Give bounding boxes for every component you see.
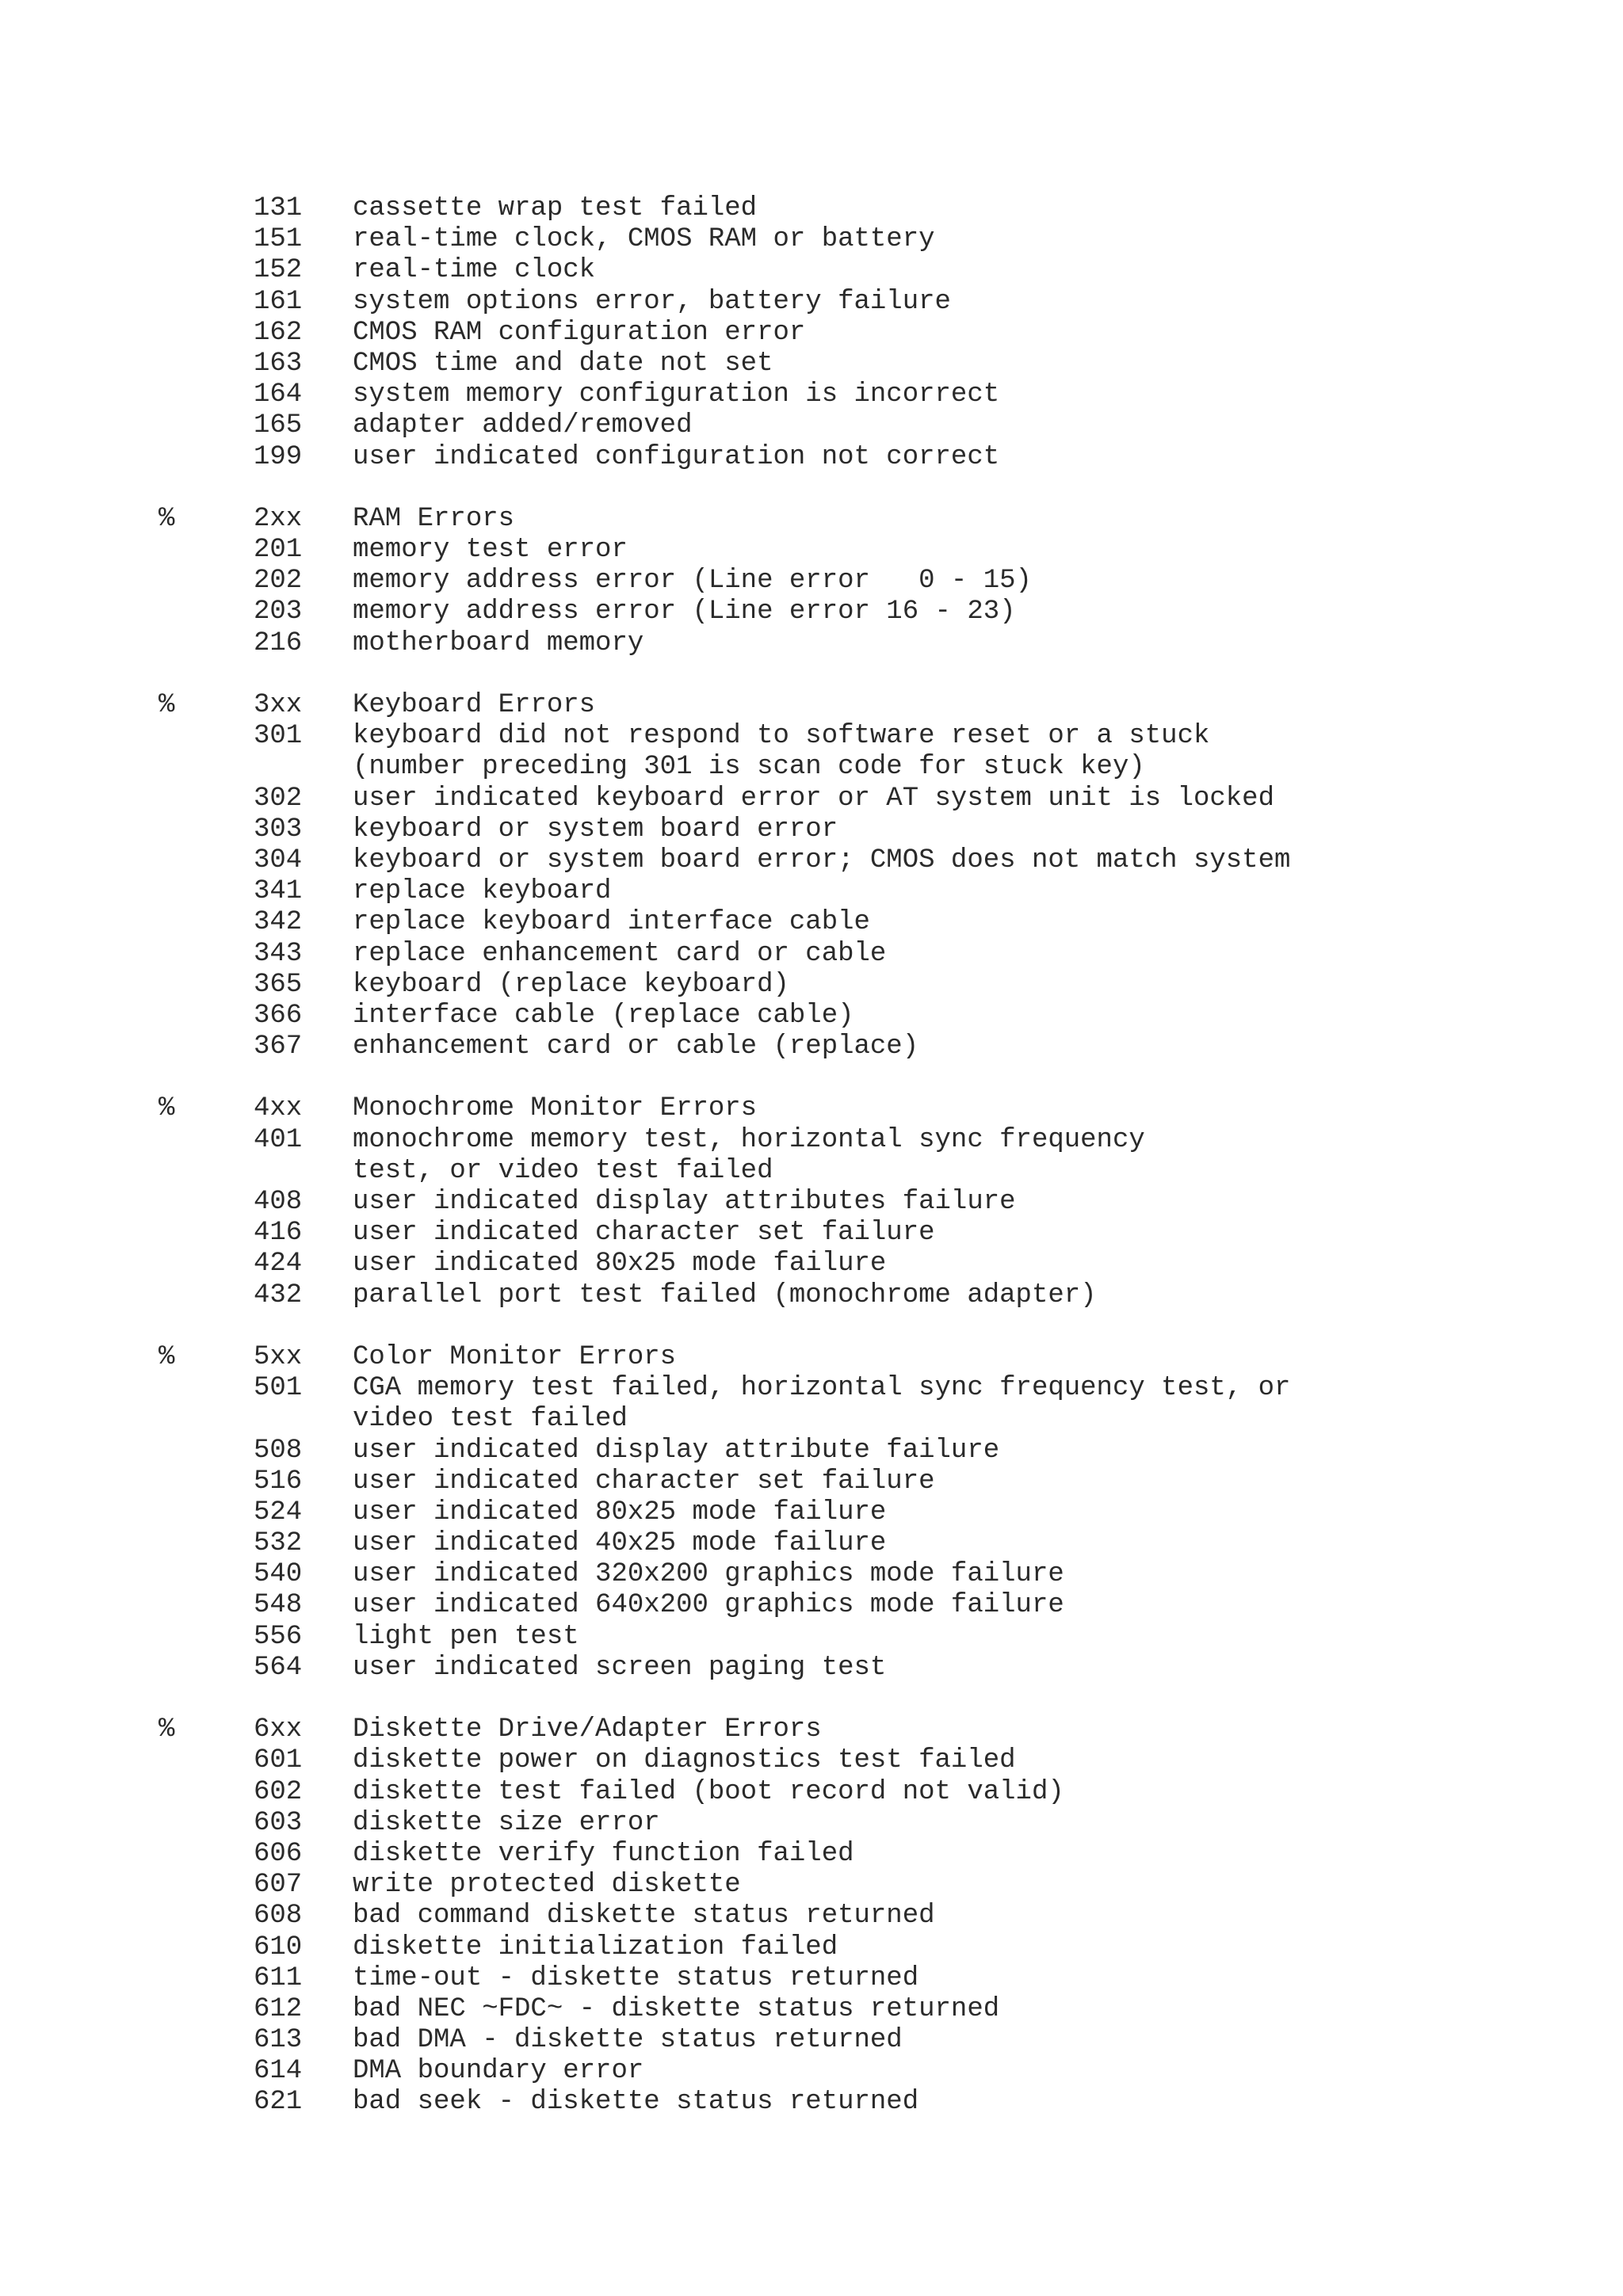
error-code: 608 bbox=[254, 1901, 303, 1932]
error-code: 603 bbox=[254, 1807, 303, 1838]
error-code-row bbox=[158, 1932, 1553, 1963]
error-code: 401 bbox=[254, 1124, 303, 1155]
error-code: 304 bbox=[254, 845, 303, 875]
error-description: RAM Errors bbox=[353, 503, 515, 534]
section-header-row bbox=[158, 1342, 1553, 1373]
error-description: light pen test bbox=[353, 1621, 579, 1652]
error-description: replace enhancement card or cable bbox=[353, 938, 887, 969]
error-code bbox=[254, 1684, 353, 1714]
error-code-row bbox=[158, 1218, 1553, 1249]
error-description: Monochrome Monitor Errors bbox=[353, 1093, 758, 1124]
section-marker bbox=[158, 1466, 254, 1497]
section-marker bbox=[158, 1559, 254, 1590]
error-code-row bbox=[158, 255, 1553, 286]
error-description: interface cable (replace cable) bbox=[353, 1000, 854, 1031]
section-marker bbox=[158, 1684, 254, 1714]
section-marker bbox=[158, 1001, 254, 1032]
error-description: memory address error (Line error 0 - 15) bbox=[353, 566, 1032, 597]
section-marker bbox=[158, 1963, 254, 1994]
error-description bbox=[353, 659, 1553, 690]
section-marker bbox=[158, 1808, 254, 1839]
error-code: 161 bbox=[254, 286, 303, 317]
error-code: 367 bbox=[254, 1032, 303, 1062]
error-description: test, or video test failed bbox=[353, 1155, 773, 1186]
section-marker bbox=[158, 814, 254, 845]
section-marker bbox=[158, 1839, 254, 1870]
error-description: diskette initialization failed bbox=[353, 1932, 838, 1962]
error-code-row bbox=[158, 1528, 1553, 1559]
error-description: monochrome memory test, horizontal sync frequency bbox=[353, 1124, 1145, 1155]
section-marker bbox=[158, 1777, 254, 1808]
error-description: (number preceding 301 is scan code for stuck key) bbox=[353, 752, 1145, 783]
error-description: video test failed bbox=[353, 1404, 628, 1435]
section-marker bbox=[158, 628, 254, 659]
error-code-row bbox=[158, 721, 1553, 752]
error-code: 607 bbox=[254, 1870, 303, 1901]
error-code: 216 bbox=[254, 627, 303, 658]
error-description: replace keyboard bbox=[353, 876, 612, 907]
error-code bbox=[254, 1156, 353, 1187]
error-description: diskette power on diagnostics test failed bbox=[353, 1745, 1016, 1776]
section-marker bbox=[158, 1745, 254, 1776]
error-code-row bbox=[158, 597, 1553, 627]
error-code-row bbox=[158, 907, 1553, 938]
error-code: 606 bbox=[254, 1838, 303, 1869]
blank-line bbox=[158, 1311, 1553, 1342]
error-description: system memory configuration is incorrect bbox=[353, 379, 1000, 410]
error-description: CGA memory test failed, horizontal sync frequency test, or bbox=[353, 1373, 1291, 1404]
error-code-row bbox=[158, 2087, 1553, 2118]
section-marker bbox=[158, 1870, 254, 1901]
error-description: keyboard or system board error bbox=[353, 814, 838, 845]
error-code: 556 bbox=[254, 1621, 303, 1652]
error-code-row bbox=[158, 1777, 1553, 1808]
section-marker: % bbox=[158, 690, 175, 720]
error-description: user indicated 640x200 graphics mode failure bbox=[353, 1590, 1064, 1621]
error-description: diskette size error bbox=[353, 1807, 660, 1838]
error-code-row bbox=[158, 1808, 1553, 1839]
error-code: 152 bbox=[254, 255, 303, 286]
error-code: 131 bbox=[254, 193, 303, 223]
error-code-row bbox=[158, 1125, 1553, 1156]
error-code-listing bbox=[158, 193, 1553, 2119]
error-description: keyboard (replace keyboard) bbox=[353, 969, 789, 1000]
error-code-row bbox=[158, 1839, 1553, 1870]
error-code: 610 bbox=[254, 1932, 303, 1962]
error-code-row bbox=[158, 379, 1553, 410]
section-marker bbox=[158, 1622, 254, 1653]
error-description: user indicated 320x200 graphics mode failure bbox=[353, 1559, 1064, 1590]
error-description bbox=[353, 1684, 1553, 1714]
error-code: 613 bbox=[254, 2025, 303, 2056]
section-marker bbox=[158, 2056, 254, 2087]
error-code: 424 bbox=[254, 1249, 303, 1280]
error-description: keyboard did not respond to software reset or a stuck bbox=[353, 721, 1210, 752]
error-description: system options error, battery failure bbox=[353, 286, 951, 317]
error-description: CMOS time and date not set bbox=[353, 348, 773, 379]
error-description: user indicated character set failure bbox=[353, 1466, 935, 1497]
error-code: 6xx bbox=[254, 1714, 303, 1745]
error-code: 540 bbox=[254, 1559, 303, 1590]
error-code: 366 bbox=[254, 1000, 303, 1031]
section-marker bbox=[158, 379, 254, 410]
error-code: 201 bbox=[254, 535, 303, 566]
blank-line bbox=[158, 1684, 1553, 1714]
section-marker bbox=[158, 1062, 254, 1093]
error-code: 516 bbox=[254, 1466, 303, 1497]
section-marker bbox=[158, 566, 254, 597]
error-code-row bbox=[158, 1156, 1553, 1187]
section-marker bbox=[158, 255, 254, 286]
error-code-row bbox=[158, 876, 1553, 907]
error-code: 611 bbox=[254, 1962, 303, 1993]
error-code-row bbox=[158, 752, 1553, 783]
section-header-row bbox=[158, 1714, 1553, 1745]
blank-line bbox=[158, 659, 1553, 690]
error-code-row bbox=[158, 2025, 1553, 2056]
error-code-row bbox=[158, 1497, 1553, 1528]
error-code: 162 bbox=[254, 317, 303, 348]
error-description: user indicated character set failure bbox=[353, 1218, 935, 1249]
error-description bbox=[353, 1062, 1553, 1093]
section-marker bbox=[158, 1125, 254, 1156]
error-code: 614 bbox=[254, 2056, 303, 2087]
section-marker bbox=[158, 1218, 254, 1249]
section-marker bbox=[158, 224, 254, 255]
section-marker bbox=[158, 876, 254, 907]
error-description: user indicated 80x25 mode failure bbox=[353, 1249, 887, 1280]
error-code-row bbox=[158, 1001, 1553, 1032]
error-description: enhancement card or cable (replace) bbox=[353, 1032, 919, 1062]
section-marker bbox=[158, 2087, 254, 2118]
section-marker bbox=[158, 784, 254, 814]
error-description: cassette wrap test failed bbox=[353, 193, 758, 223]
error-code: 164 bbox=[254, 379, 303, 410]
error-code: 3xx bbox=[254, 690, 303, 720]
error-code: 151 bbox=[254, 224, 303, 255]
error-code: 203 bbox=[254, 597, 303, 627]
error-code-row bbox=[158, 628, 1553, 659]
error-code-row bbox=[158, 1373, 1553, 1404]
error-description: diskette verify function failed bbox=[353, 1838, 854, 1869]
section-marker: % bbox=[158, 1714, 175, 1745]
error-code-row bbox=[158, 1963, 1553, 1994]
error-description: parallel port test failed (monochrome adapter) bbox=[353, 1280, 1097, 1310]
section-marker bbox=[158, 659, 254, 690]
error-code: 302 bbox=[254, 783, 303, 814]
error-description: user indicated screen paging test bbox=[353, 1652, 887, 1683]
section-marker bbox=[158, 287, 254, 318]
section-marker bbox=[158, 1497, 254, 1528]
error-code-row bbox=[158, 1187, 1553, 1218]
error-code: 501 bbox=[254, 1373, 303, 1404]
section-marker: % bbox=[158, 1093, 175, 1124]
section-marker bbox=[158, 752, 254, 783]
error-code-row bbox=[158, 349, 1553, 379]
error-code-row bbox=[158, 224, 1553, 255]
error-code: 564 bbox=[254, 1652, 303, 1683]
blank-line bbox=[158, 473, 1553, 504]
error-code-row bbox=[158, 1994, 1553, 2025]
section-marker bbox=[158, 1528, 254, 1559]
section-marker bbox=[158, 473, 254, 504]
error-description: user indicated display attribute failure bbox=[353, 1435, 1000, 1466]
error-code: 612 bbox=[254, 1993, 303, 2024]
error-code-row bbox=[158, 1590, 1553, 1621]
error-description bbox=[353, 473, 1553, 504]
section-marker: % bbox=[158, 1341, 175, 1372]
error-code: 365 bbox=[254, 969, 303, 1000]
section-marker bbox=[158, 1932, 254, 1963]
section-marker bbox=[158, 1280, 254, 1311]
error-code-row bbox=[158, 1032, 1553, 1062]
error-description: CMOS RAM configuration error bbox=[353, 317, 806, 348]
error-code: 621 bbox=[254, 2087, 303, 2118]
section-marker bbox=[158, 970, 254, 1001]
section-marker bbox=[158, 1373, 254, 1404]
error-description: motherboard memory bbox=[353, 627, 644, 658]
section-marker bbox=[158, 1590, 254, 1621]
section-marker bbox=[158, 535, 254, 566]
error-code-row bbox=[158, 1653, 1553, 1684]
error-code-row bbox=[158, 535, 1553, 566]
error-code bbox=[254, 752, 353, 783]
error-description: real-time clock bbox=[353, 255, 596, 286]
error-code: 342 bbox=[254, 907, 303, 938]
error-code bbox=[254, 1062, 353, 1093]
error-code: 602 bbox=[254, 1776, 303, 1807]
section-marker: % bbox=[158, 503, 175, 534]
error-description: Keyboard Errors bbox=[353, 690, 596, 720]
error-code-row bbox=[158, 845, 1553, 876]
error-code-row bbox=[158, 970, 1553, 1001]
error-description: replace keyboard interface cable bbox=[353, 907, 870, 938]
error-code-row bbox=[158, 442, 1553, 473]
section-marker bbox=[158, 1249, 254, 1280]
error-description: bad DMA - diskette status returned bbox=[353, 2025, 903, 2056]
error-code-row bbox=[158, 1870, 1553, 1901]
error-description: diskette test failed (boot record not valid) bbox=[353, 1776, 1064, 1807]
error-code: 341 bbox=[254, 876, 303, 907]
error-code: 432 bbox=[254, 1280, 303, 1310]
error-code-row bbox=[158, 1436, 1553, 1466]
error-code-row bbox=[158, 193, 1553, 224]
error-code: 199 bbox=[254, 441, 303, 472]
section-marker bbox=[158, 1994, 254, 2025]
section-header-row bbox=[158, 504, 1553, 535]
section-marker bbox=[158, 721, 254, 752]
section-marker bbox=[158, 939, 254, 970]
error-description: Diskette Drive/Adapter Errors bbox=[353, 1714, 822, 1745]
error-code-row bbox=[158, 410, 1553, 441]
section-marker bbox=[158, 349, 254, 379]
error-code: 416 bbox=[254, 1218, 303, 1249]
section-marker bbox=[158, 410, 254, 441]
error-code-row bbox=[158, 318, 1553, 349]
error-code-row bbox=[158, 1901, 1553, 1932]
section-marker bbox=[158, 597, 254, 627]
section-marker bbox=[158, 1187, 254, 1218]
section-marker bbox=[158, 318, 254, 349]
error-code: 165 bbox=[254, 410, 303, 441]
section-marker bbox=[158, 442, 254, 473]
error-description: keyboard or system board error; CMOS does not match system bbox=[353, 845, 1291, 875]
error-code: 548 bbox=[254, 1590, 303, 1621]
error-description: bad NEC ~FDC~ - diskette status returned bbox=[353, 1993, 1000, 2024]
section-marker bbox=[158, 907, 254, 938]
error-code bbox=[254, 1404, 353, 1435]
error-code: 408 bbox=[254, 1187, 303, 1217]
error-description: memory address error (Line error 16 - 23) bbox=[353, 597, 1016, 627]
section-marker bbox=[158, 1404, 254, 1435]
error-code bbox=[254, 1311, 353, 1342]
error-code: 163 bbox=[254, 348, 303, 379]
error-description: Color Monitor Errors bbox=[353, 1341, 677, 1372]
error-code-row bbox=[158, 814, 1553, 845]
error-description: real-time clock, CMOS RAM or battery bbox=[353, 224, 935, 255]
section-marker bbox=[158, 845, 254, 876]
error-description: bad seek - diskette status returned bbox=[353, 2087, 919, 2118]
error-code-row bbox=[158, 1466, 1553, 1497]
section-marker bbox=[158, 1653, 254, 1684]
error-code: 2xx bbox=[254, 503, 303, 534]
section-header-row bbox=[158, 690, 1553, 721]
error-code-row bbox=[158, 566, 1553, 597]
section-marker bbox=[158, 193, 254, 224]
error-description: user indicated 40x25 mode failure bbox=[353, 1528, 887, 1559]
error-code bbox=[254, 473, 353, 504]
error-code: 508 bbox=[254, 1435, 303, 1466]
blank-line bbox=[158, 1062, 1553, 1093]
error-code: 524 bbox=[254, 1497, 303, 1527]
error-code: 301 bbox=[254, 721, 303, 752]
error-code: 532 bbox=[254, 1528, 303, 1559]
error-code: 303 bbox=[254, 814, 303, 845]
error-code: 601 bbox=[254, 1745, 303, 1776]
section-marker bbox=[158, 1436, 254, 1466]
error-code-row bbox=[158, 287, 1553, 318]
error-description: bad command diskette status returned bbox=[353, 1901, 935, 1932]
section-marker bbox=[158, 1156, 254, 1187]
error-description: user indicated display attributes failure bbox=[353, 1187, 1016, 1217]
error-description: time-out - diskette status returned bbox=[353, 1962, 919, 1993]
error-code-row bbox=[158, 1280, 1553, 1311]
error-description: user indicated configuration not correct bbox=[353, 441, 1000, 472]
error-code-row bbox=[158, 1559, 1553, 1590]
section-header-row bbox=[158, 1093, 1553, 1124]
error-description: DMA boundary error bbox=[353, 2056, 644, 2087]
error-code-row bbox=[158, 939, 1553, 970]
error-code-row bbox=[158, 1404, 1553, 1435]
error-description: write protected diskette bbox=[353, 1870, 741, 1901]
error-description: memory test error bbox=[353, 535, 628, 566]
error-description bbox=[353, 1311, 1553, 1342]
section-marker bbox=[158, 1901, 254, 1932]
error-code-row bbox=[158, 1622, 1553, 1653]
error-description: adapter added/removed bbox=[353, 410, 693, 441]
error-code: 343 bbox=[254, 938, 303, 969]
error-description: user indicated keyboard error or AT system unit is locked bbox=[353, 783, 1274, 814]
error-code: 5xx bbox=[254, 1341, 303, 1372]
error-code bbox=[254, 659, 353, 690]
error-code-row bbox=[158, 784, 1553, 814]
error-code: 4xx bbox=[254, 1093, 303, 1124]
error-code-row bbox=[158, 1745, 1553, 1776]
section-marker bbox=[158, 1311, 254, 1342]
error-code-row bbox=[158, 2056, 1553, 2087]
error-description: user indicated 80x25 mode failure bbox=[353, 1497, 887, 1527]
section-marker bbox=[158, 1032, 254, 1062]
error-code: 202 bbox=[254, 566, 303, 597]
error-code-row bbox=[158, 1249, 1553, 1280]
section-marker bbox=[158, 2025, 254, 2056]
